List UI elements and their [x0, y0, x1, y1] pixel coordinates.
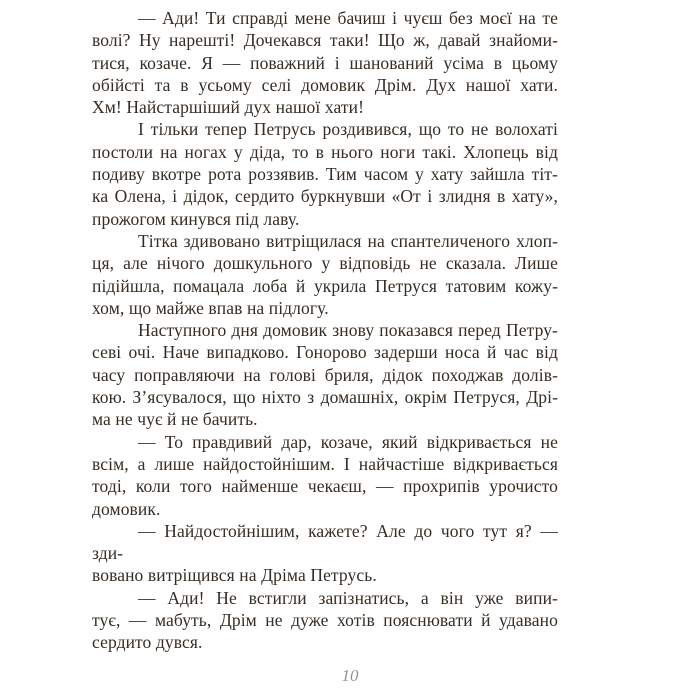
- text-line: підійшла, помацала лоба й укрила Петруся татовим кожу-: [92, 275, 558, 296]
- paragraph: [92, 118, 558, 229]
- text-line: хом, що майже впав на підлогу.: [92, 297, 329, 318]
- text-line: — Ади! Не встигли запізнатись, а він уже випи-: [138, 587, 558, 608]
- paragraph: [92, 520, 558, 587]
- text-line: кою. З’ясувалося, що ніхто з домашніх, окрім Петруся, Дрі-: [92, 387, 558, 408]
- text-line: обійсті та в усьому селі домовик Дрім. Дух нашої хати.: [92, 74, 558, 95]
- text-line: ка Олена, і дідок, сердито буркнувши «От і злидня в хату»,: [92, 186, 558, 207]
- text-line: часу поправляючи на голові бриля, дідок походжав долів-: [92, 364, 558, 385]
- text-line: — Найдостойнішим, кажете? Але до чого тут я? — зди-: [92, 520, 558, 564]
- paragraph: [92, 7, 558, 118]
- paragraph: [92, 319, 558, 430]
- paragraph: [92, 587, 558, 654]
- page-number: 10: [341, 666, 359, 685]
- text-line: подиву вкотре рота роззявив. Тим часом у хату зайшла тіт-: [92, 164, 558, 185]
- text-line: вовано витріщився на Дріма Петрусь.: [92, 565, 377, 586]
- paragraph: [92, 431, 558, 520]
- text-line: тися, козаче. Я — поважний і шанований усіма в цьому: [92, 52, 558, 73]
- text-line: сердито дувся.: [92, 632, 203, 653]
- text-line: Наступного дня домовик знову показався перед Петру-: [138, 320, 558, 341]
- text-block: [92, 7, 558, 654]
- text-line: тує, — мабуть, Дрім не дуже хотів пояснювати й удавано: [92, 610, 558, 631]
- text-line: — То правдивий дар, козаче, який відкривається не: [138, 431, 558, 452]
- text-line: всім, а лише найдостойнішим. І найчастіше відкривається: [92, 453, 558, 474]
- paragraph: [92, 230, 558, 319]
- text-line: прожогом кинувся під лаву.: [92, 208, 300, 229]
- text-line: Хм! Найстаршіший дух нашої хати!: [92, 97, 364, 118]
- text-line: І тільки тепер Петрусь роздивився, що то не волохаті: [138, 119, 558, 140]
- text-line: ма не чує й не бачить.: [92, 409, 258, 430]
- text-line: домовик.: [92, 498, 161, 519]
- text-line: — Ади! Ти справді мене бачиш і чуєш без моєї на те: [138, 8, 558, 28]
- text-line: постоли на ногах у діда, то в нього ноги такі. Хлопець від: [92, 141, 558, 162]
- text-line: ця, але нічого дошкульного у відповідь не сказала. Лише: [92, 253, 558, 274]
- text-line: севі очі. Наче випадково. Гонорово задерши носа й час від: [92, 342, 558, 363]
- text-line: волі? Ну нарешті! Дочекався таки! Що ж, давай знайоми-: [92, 30, 558, 51]
- text-line: Тітка здивовано витріщилася на спантеличеного хлоп-: [138, 230, 558, 251]
- text-line: тоді, коли того найменше чекаєш, — прохрипів урочисто: [92, 476, 558, 497]
